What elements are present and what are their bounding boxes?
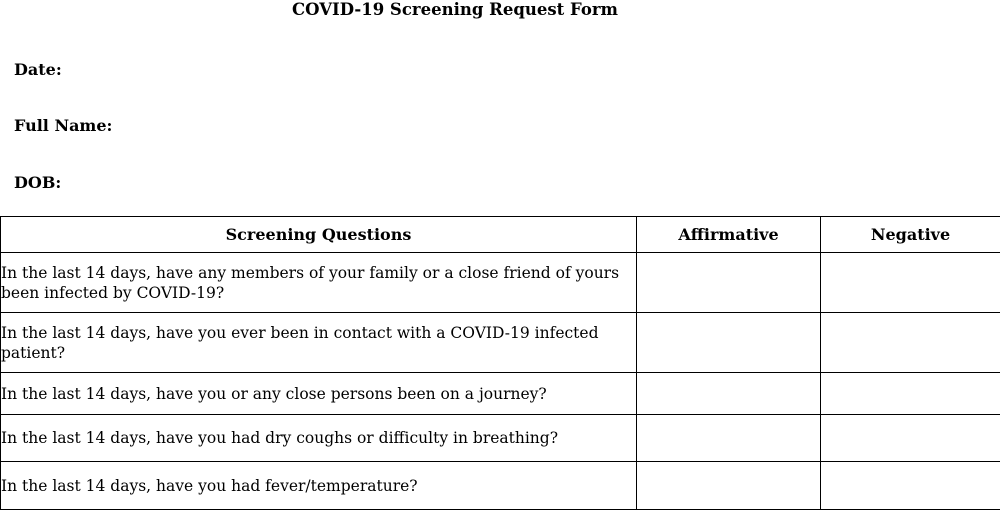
dob-label: DOB:: [14, 173, 62, 192]
negative-cell[interactable]: [821, 415, 1000, 462]
affirmative-cell[interactable]: [637, 253, 821, 313]
question-cell: In the last 14 days, have any members of your family or a close friend of yours been infected by COVID-19?: [1, 253, 637, 313]
header-affirmative: Affirmative: [637, 217, 821, 253]
full-name-label: Full Name:: [14, 116, 113, 135]
affirmative-cell[interactable]: [637, 462, 821, 510]
form-title: COVID-19 Screening Request Form: [292, 0, 618, 19]
header-negative: Negative: [821, 217, 1000, 253]
table-row: [1, 373, 1000, 415]
negative-cell[interactable]: [821, 373, 1000, 415]
table-header-row: [1, 217, 1000, 253]
affirmative-cell[interactable]: [637, 373, 821, 415]
date-label: Date:: [14, 60, 62, 79]
header-screening-questions: Screening Questions: [1, 217, 637, 253]
screening-table: [0, 216, 1000, 510]
affirmative-cell[interactable]: [637, 313, 821, 373]
negative-cell[interactable]: [821, 462, 1000, 510]
question-cell: In the last 14 days, have you or any close persons been on a journey?: [1, 373, 637, 415]
question-cell: In the last 14 days, have you had fever/temperature?: [1, 462, 637, 510]
table-row: [1, 462, 1000, 510]
table-row: [1, 415, 1000, 462]
negative-cell[interactable]: [821, 253, 1000, 313]
negative-cell[interactable]: [821, 313, 1000, 373]
question-cell: In the last 14 days, have you ever been in contact with a COVID-19 infected patient?: [1, 313, 637, 373]
question-cell: In the last 14 days, have you had dry coughs or difficulty in breathing?: [1, 415, 637, 462]
table-row: [1, 313, 1000, 373]
affirmative-cell[interactable]: [637, 415, 821, 462]
table-row: [1, 253, 1000, 313]
